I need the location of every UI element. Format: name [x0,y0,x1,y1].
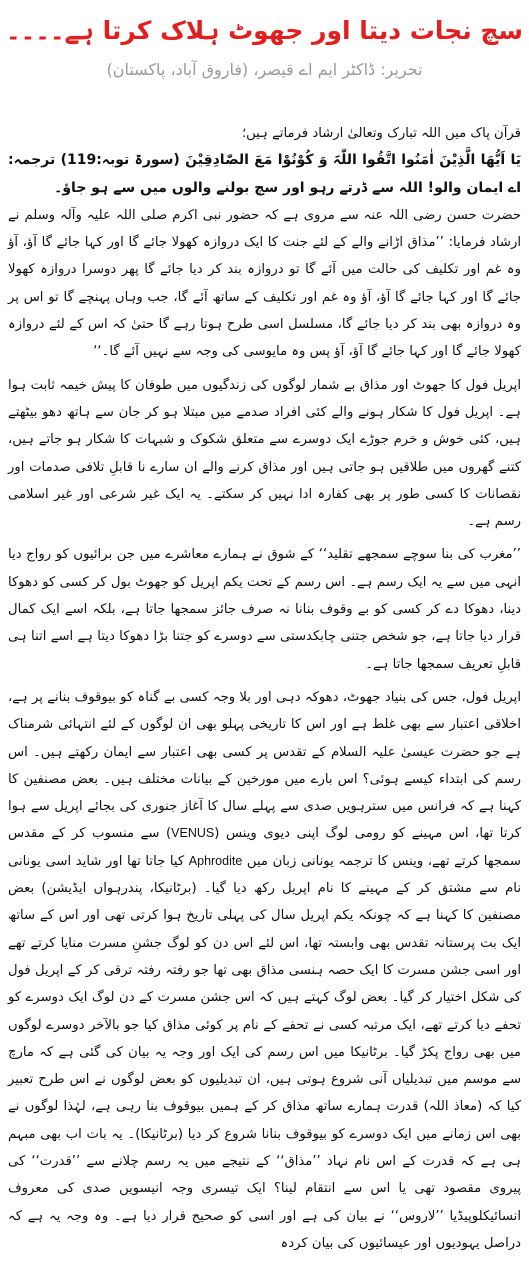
body-paragraph-3 [8,684,521,1257]
paragraph-3-part-a: اپریل فول، جس کی بنیاد جھوٹ، دھوکہ دہی اور بلا وجہ کسی بے گناہ کو بیوقوف بنانے پر ہے، اخلاقی اعتبار سے بھی غلط ہے اور اس کا تاریخی پہلو بھی ان لوگوں کے لئے انتہائی شرمناک ہے جو حضرت عیسیٰ علیہ السلام کے تقدس پر کسی بھی اعتبار سے ایمان رکھتے ہیں۔ اس رسم کی ابتداء کیسے ہوئی؟ اس بارے میں مورخین کے بیانات مختلف ہیں۔ بعض مصنفین کا کہنا ہے کہ فرانس میں سترہویں صدی سے پہلے سال کا آغاز جنوری کی بجائے اپریل سے ہوا کرتا تھا، اس مہینے کو رومی لوگ اپنی دیوی وینس ( [8,689,522,842]
hadith-paragraph [8,202,521,366]
article-body [8,120,521,1263]
paragraph-3-part-c: کیا جاتا تھا اور شاید اسی یونانی نام سے مشتق کر کے مہینے کا نام اپریل رکھ دیا گیا۔ (برٹانیکا، پندرہواں ایڈیشن) بعض مصنفین کا کہنا ہے کہ چونکہ یکم اپریل سال کی پہلی تاریخ ہوا کرتی تھی اور اس کے ساتھ ایک بت پرستانہ تقدس بھی وابستہ تھا، اس لئے اس دن کو لوگ جشنِ مسرت منایا کرتے تھے اور اسی جشن مسرت کا ایک حصہ ہنسی مذاق بھی تھا جو رفتہ رفتہ ترقی کر کے اپریل فول کی شکل اختیار کر گیا۔ بعض لوگ کہتے ہیں کہ اس جشن مسرت کے دن لوگ ایک دوسرے کو تحفے دیا کرتے تھے، ایک مرتبہ کسی نے تحفے کے نام پر کوئی مذاق کیا جو بالآخر دوسرے لوگوں میں بھی رواج پکڑ گیا۔ برٹانیکا میں اس رسم کی ایک اور وجہ یہ بیان کی گئی ہے کہ مارچ سے موسم میں تبدیلیاں آنی شروع ہوتی ہیں، ان تبدیلیوں کو بعض لوگوں نے اس طرح تعبیر کیا کہ (معاذ اللہ) قدرت ہمارے ساتھ مذاق کر کے ہمیں بیوقوف بنا رہی ہے، لہٰذا لوگوں نے بھی اس زمانے میں ایک دوسرے کو بیوقوف بنانا شروع کر دیا (برٹانیکا)۔ یہ بات اب بھی مبہم ہی ہے کہ قدرت کے اس نام نہاد ’’مذاق‘‘ کے نتیجے میں یہ رسم چلانے سے ’’قدرت‘‘ کی پیروی مقصود تھی یا اس سے انتقام لینا؟ ایک تیسری وجہ انیسویں صدی کی معروف انسائیکلوپیڈیا ’’لاروس‘‘ نے بیان کی ہے اور اسی کو صحیح قرار دیا ہے۔ وہ وجہ یہ ہے کہ دراصل یہودیوں اور عیسائیوں کی بیان کردہ [8,853,521,1251]
article-title: سچ نجات دیتا اور جھوٹ ہلاک کرتا ہے۔۔۔۔ [5,16,524,45]
venus-term: VENUS [171,826,215,841]
paragraph-3-part-b: ) سے منسوب کر کے مقدس سمجھا کرتے تھے، وینس کا ترجمہ یونانی زبان میں [8,826,521,869]
quran-verse: یَا اَیُّھَا الَّذِیْنَ اٰمَنُوا اتَّقُوا اللّٰہَ وَ کُوْنُوْا مَعَ الصّٰادِقِیْنَ (سورۃ توبہ:119) ترجمہ: اے ایمان والو! اللہ سے ڈرتے رہو اور سچ بولنے والوں میں سے ہو جاؤ۔ [8,152,521,196]
intro-paragraph [8,120,521,202]
hadith-quote: ’’مذاق اڑانے والے کے لئے جنت کا ایک دروازہ کھولا جائے گا اور کہا جائے گا آؤ، آؤ وہ غم اور تکلیف کی حالت میں آئے گا تو دروازہ بند کر دیا جائے گا پھر دوسرا دروازہ کھولا جائے گا اور کہا جائے گا آؤ، آؤ وہ غم اور تکلیف کے ساتھ آئے گا، جب وہاں پہنچے گا تو اس پر وہ دروازہ بھی بند کر دیا جائے گا، مسلسل اسی طرح ہوتا رہے گا حتیٰ کہ اس کے لئے دروازہ کھولا جائے گا اور کہا جائے گا آؤ، آؤ پس وہ مایوسی کی وجہ سے نہیں آئے گا۔‘‘ [8,235,521,360]
intro-text: قرآن پاک میں اللہ تبارک وتعالیٰ ارشاد فرماتے ہیں؛ [241,126,521,141]
article-byline: تحریر: ڈاکٹر ایم اے قیصر، (فاروق آباد، پاکستان) [106,60,423,79]
aphrodite-term: Aphrodite [188,853,243,868]
body-paragraph-1: اپریل فول کا جھوٹ اور مذاق بے شمار لوگوں کی زندگیوں میں طوفان کا پیش خیمہ ثابت ہوا ہے۔ اپریل فول کا شکار ہونے والے کئی افراد صدمے میں مبتلا ہو کر جان سے ہاتھ دھو بیٹھتے ہیں، کئی خوش و خرم جوڑے ایک دوسرے سے متعلق شکوک و شبہات کا شکار ہو جاتے ہیں، کتنے گھروں میں طلاقیں ہو جاتی ہیں اور مذاق کرنے والے ان سارے نا قابلِ تلافی صدمات اور نقصانات کا کسی طور پر بھی کفارہ ادا نہیں کر سکتے۔ یہ ایک غیر شرعی اور غیر اسلامی رسم ہے۔ [8,377,521,530]
hadith-intro: حضرت حسن رضی اللہ عنہ سے مروی ہے کہ حضور نبی اکرم صلی اللہ علیہ وآلہ وسلم نے ارشاد فرمایا: [8,207,521,251]
body-paragraph-2: ’’مغرب کی بنا سوچے سمجھے تقلید‘‘ کے شوق نے ہمارے معاشرے میں جن برائیوں کو رواج دیا انہی میں سے یہ ایک رسم ہے۔ اس رسم کے تحت یکم اپریل کو جھوٹ بول کر کسی کو دھوکا دینا، دھوکا دے کر کسی کو بے وقوف بنانا نہ صرف جائز سمجھا جاتا ہے، بلکہ اسے ایک کمال قرار دیا جاتا ہے، جو شخص جتنی چابکدستی سے دوسرے کو جتنا بڑا دھوکا دیتا ہے اسے اتنا ہی قابلِ تعریف سمجھا جاتا ہے۔ [8,547,521,672]
